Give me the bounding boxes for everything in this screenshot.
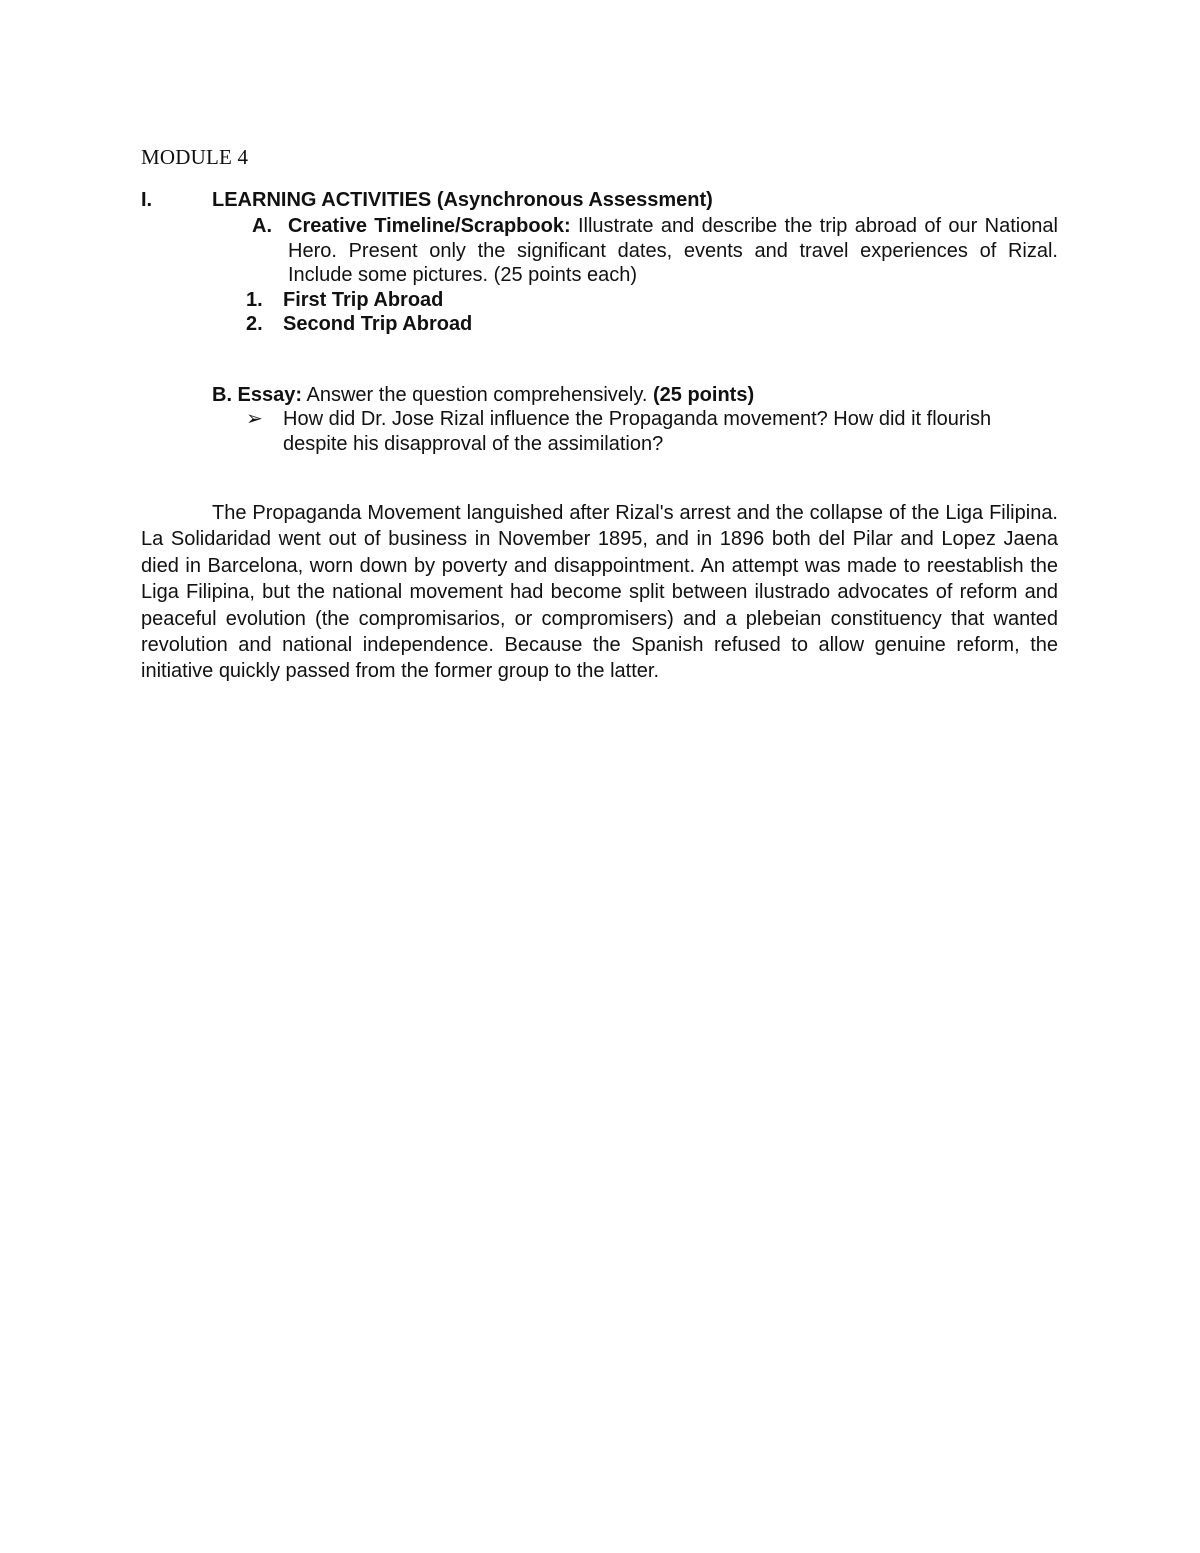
arrowhead-bullet-icon: ➢	[246, 408, 263, 430]
subitem-1-label: First Trip Abroad	[283, 289, 444, 311]
essay-question: How did Dr. Jose Rizal influence the Propaganda movement? How did it flourish despite his disapproval of the assimilation?	[283, 408, 992, 455]
item-b-instructions: Answer the question comprehensively.	[302, 384, 653, 406]
item-b-heading	[212, 383, 754, 407]
section-title: LEARNING ACTIVITIES (Asynchronous Assessment)	[212, 189, 713, 211]
essay-answer-paragraph: The Propaganda Movement languished after Rizal's arrest and the collapse of the Liga Filipina. La Solidaridad went out of business in November 1895, and in 1896 both del Pilar and Lopez Jaena died in Barcelona, worn down by poverty and disappointment. An attempt was made to reestablish the Liga Filipina, but the national movement had become split between ilustrado advocates of reform and peaceful evolution (the compromisarios, or compromisers) and a plebeian constituency that wanted revolution and national independence. Because the Spanish refused to allow genuine reform, the initiative quickly passed from the former group to the latter.	[141, 502, 1058, 683]
item-a-description	[288, 214, 1058, 288]
subitem-2-label: Second Trip Abroad	[283, 313, 473, 335]
subitem-1-number: 1.	[246, 289, 263, 311]
item-b-label: B. Essay:	[212, 384, 303, 406]
module-title: MODULE 4	[141, 145, 249, 169]
subitem-2-number: 2.	[246, 313, 263, 335]
item-a-label: Creative Timeline/Scrapbook:	[288, 215, 571, 237]
section-number: I.	[141, 189, 153, 211]
item-a-instructions: Illustrate and describe the trip abroad of our National Hero. Present only the significant dates, events and travel experiences of Rizal. Include some pictures. (25 points each)	[288, 215, 1059, 286]
item-b-points: (25 points)	[653, 384, 755, 406]
item-a-marker: A.	[252, 215, 272, 237]
